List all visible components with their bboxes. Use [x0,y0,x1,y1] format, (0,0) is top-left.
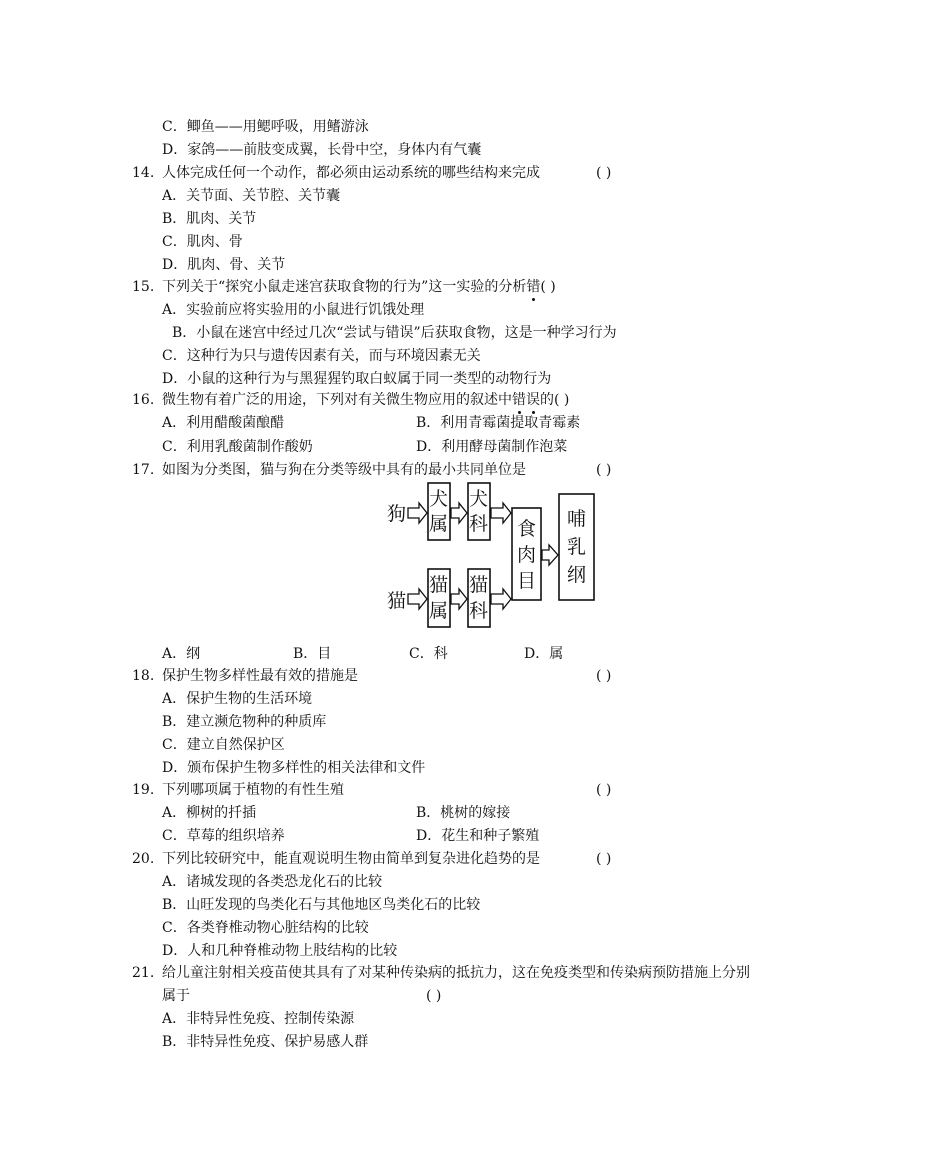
question-number: 17. [132,462,155,478]
order-arrow [542,545,558,565]
option-a: A．保护生物的生活环境 [162,691,313,707]
cat-family-char1: 猫 [469,574,489,596]
option-b: B．小鼠在迷宫中经过几次“尝试与错误”后获取食物，这是一种学习行为 [172,325,617,341]
question-stem: 下列比较研究中，能直观说明生物由简单到复杂进化趋势的是 [162,851,540,867]
option-b: B．建立濒危物种的种质库 [162,714,327,730]
cat-genus-char2: 属 [429,600,449,622]
cat-arrow-2 [451,589,467,609]
option-c: C．草莓的组织培养 [162,828,285,844]
option-a: A．利用醋酸菌酿醋 [162,415,285,431]
order-char1: 食 [517,518,537,540]
answer-blank: ( ) [596,851,612,867]
question-stem-line1: 给儿童注射相关疫苗使其具有了对某种传染病的抵抗力，这在免疫类型和传染病预防措施上分别 [162,965,750,981]
cat-genus-char1: 猫 [429,574,449,596]
dog-label: 狗 [387,503,407,525]
classification-diagram [383,480,603,630]
option-d: D．颁布保护生物多样性的相关法律和文件 [162,760,426,776]
option-d: D．属 [524,646,564,662]
option-c: C．各类脊椎动物心脏结构的比较 [162,920,369,936]
question-stem: 下列关于“探究小鼠走迷宫获取食物的行为”这一实验的分析错( ) [162,279,556,295]
dog-arrow-3 [491,503,511,523]
option-a: A．关节面、关节腔、关节囊 [162,188,341,204]
answer-blank: ( ) [596,165,612,181]
option-a: A．非特异性免疫、控制传染源 [162,1011,355,1027]
question-stem: 人体完成任何一个动作，都必须由运动系统的哪些结构来完成 [162,165,540,181]
dog-family-char1: 犬 [469,488,489,510]
question-stem: 如图为分类图，猫与狗在分类等级中具有的最小共同单位是 [162,462,526,478]
option-d: D．肌肉、骨、关节 [162,257,286,273]
option-b: B．目 [293,646,332,662]
order-char2: 肉 [517,544,537,566]
option-b: B．山旺发现的鸟类化石与其他地区鸟类化石的比较 [162,897,481,913]
answer-blank: ( ) [596,462,612,478]
option-b: B．肌肉、关节 [162,211,257,227]
dog-arrow-1 [408,503,427,523]
dog-arrow-2 [451,503,467,523]
option-d: D．花生和种子繁殖 [416,828,540,844]
question-stem-line2: 属于 [162,988,190,1004]
question-number: 15. [132,279,155,295]
option-a: A．柳树的扦插 [162,805,257,821]
option-b: B．利用青霉菌提取青霉素 [416,415,581,431]
option-d: D．人和几种脊椎动物上肢结构的比较 [162,943,398,959]
dog-genus-char1: 犬 [429,488,449,510]
option-d: D．小鼠的这种行为与黑猩猩钓取白蚁属于同一类型的动物行为 [162,371,552,387]
question-number: 16. [132,392,155,408]
answer-blank: ( ) [596,668,612,684]
answer-blank: ( ) [426,988,442,1004]
cat-arrow-1 [408,589,427,609]
option-c: C．建立自然保护区 [162,737,285,753]
class-char1: 哺 [567,508,587,530]
option-a: A．诸城发现的各类恐龙化石的比较 [162,874,383,890]
order-char3: 目 [517,570,537,592]
answer-blank: ( ) [596,782,612,798]
option-c: C．肌肉、骨 [162,234,243,250]
dog-genus-char2: 属 [429,513,449,535]
question-stem: 保护生物多样性最有效的措施是 [162,668,358,684]
cat-label: 猫 [387,590,407,612]
option-d: D．家鸽——前肢变成翼，长骨中空，身体内有气囊 [162,142,482,158]
cat-arrow-3 [491,589,511,609]
option-a: A．纲 [162,646,201,662]
option-a: A．实验前应将实验用的小鼠进行饥饿处理 [162,302,425,318]
question-number: 20. [132,851,155,867]
option-b: B．桃树的嫁接 [416,805,511,821]
question-number: 14. [132,165,155,181]
dog-family-char2: 科 [469,513,489,535]
class-char3: 纲 [567,564,587,586]
cat-family-char2: 科 [469,600,489,622]
option-c: C．鲫鱼——用鳃呼吸，用鳍游泳 [162,119,369,135]
option-b: B．非特异性免疫、保护易感人群 [162,1034,369,1050]
question-stem: 微生物有着广泛的用途，下列对有关微生物应用的叙述中错误的( ) [162,392,570,408]
option-c: C．科 [409,646,448,662]
option-c: C．利用乳酸菌制作酸奶 [162,439,313,455]
option-d: D．利用酵母菌制作泡菜 [416,439,568,455]
question-stem: 下列哪项属于植物的有性生殖 [162,782,344,798]
question-number: 18. [132,668,155,684]
class-char2: 乳 [567,536,587,558]
question-number: 19. [132,782,155,798]
question-number: 21. [132,965,155,981]
option-c: C．这种行为只与遗传因素有关，而与环境因素无关 [162,348,481,364]
